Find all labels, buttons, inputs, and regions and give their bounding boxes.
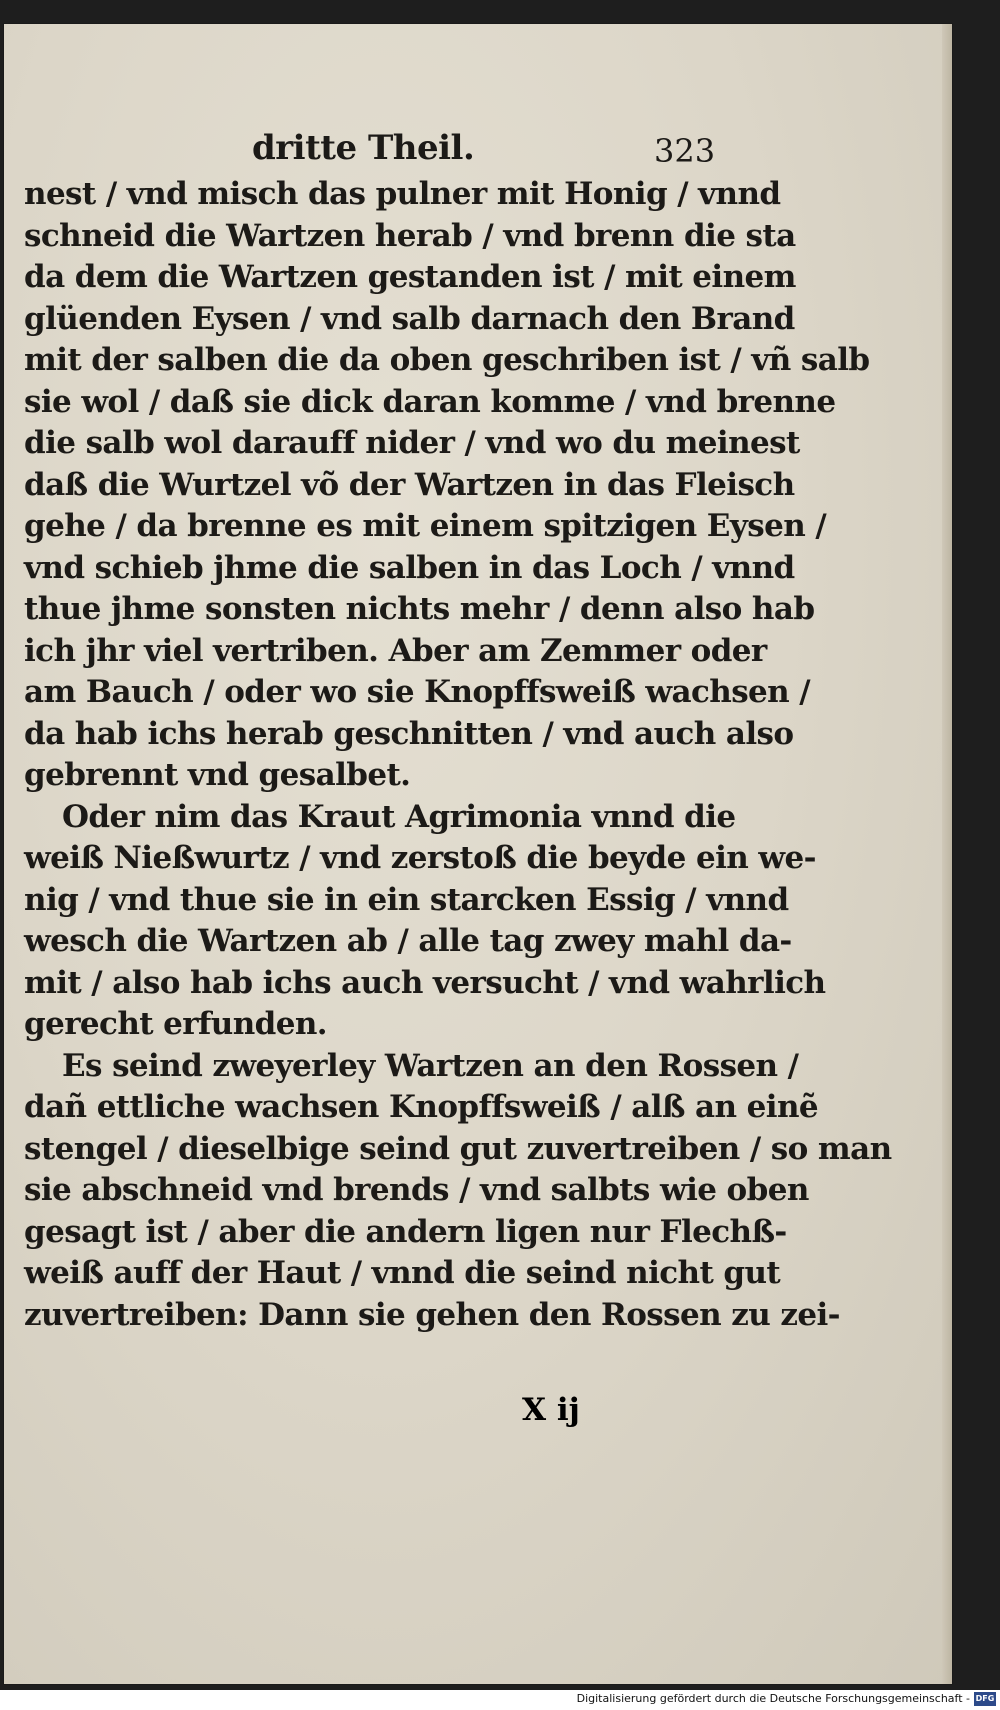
text-line: zuvertreiben: Dann sie gehen den Rossen zu zei- (24, 1296, 840, 1333)
footer-bar (0, 1690, 1000, 1710)
text-line: ich jhr viel vertriben. Aber am Zemmer oder (24, 632, 767, 669)
text-line: daß die Wurtzel võ der Wartzen in das Fleisch (24, 466, 795, 503)
body-text (24, 174, 892, 1336)
signature-mark: X ij (522, 1392, 580, 1428)
text-line: am Bauch / oder wo sie Knopffsweiß wachsen / (24, 674, 811, 710)
text-line: gebrennt vnd gesalbet. (24, 757, 411, 793)
text-line: stengel / dieselbige seind gut zuvertreiben / so man (24, 1130, 892, 1167)
text-line: thue jhme sonsten nichts mehr / denn also hab (24, 591, 815, 627)
text-line: glüenden Eysen / vnd salb darnach den Brand (24, 300, 795, 337)
text-line: Es seind zweyerley Wartzen an den Rossen / (62, 1047, 799, 1084)
text-line: sie wol / daß sie dick daran komme / vnd brenne (24, 383, 836, 420)
text-line: Oder nim das Kraut Agrimonia vnnd die (62, 798, 736, 835)
text-line: gesagt ist / aber die andern ligen nur Flechß- (24, 1213, 787, 1250)
text-line: nig / vnd thue sie in ein starcken Essig / vnnd (24, 881, 789, 918)
text-line: dañ ettliche wachsen Knopffsweiß / alß an einẽ (24, 1089, 819, 1125)
dfg-logo: DFG (974, 1692, 996, 1706)
page-number: 323 (654, 132, 716, 170)
text-line: vnd schieb jhme die salben in das Loch / vnnd (24, 549, 795, 586)
text-line: gehe / da brenne es mit einem spitzigen Eysen / (24, 508, 827, 544)
text-line: sie abschneid vnd brends / vnd salbts wie oben (24, 1172, 809, 1208)
text-block (24, 108, 892, 1336)
text-line: wesch die Wartzen ab / alle tag zwey mahl da- (24, 923, 792, 959)
running-head (24, 108, 714, 174)
text-line: mit / also hab ichs auch versucht / vnd wahrlich (24, 964, 826, 1001)
running-title: dritte Theil. (252, 128, 475, 168)
text-line: weiß Nießwurtz / vnd zerstoß die beyde ein we- (24, 840, 816, 876)
page-edge (942, 24, 952, 1684)
book-page (4, 24, 952, 1684)
text-line: gerecht erfunden. (24, 1006, 327, 1042)
footer-credit: Digitalisierung gefördert durch die Deutsche Forschungsgemeinschaft - (576, 1692, 970, 1705)
text-line: nest / vnd misch das pulner mit Honig / vnnd (24, 176, 781, 212)
text-line: da hab ichs herab geschnitten / vnd auch also (24, 715, 794, 752)
text-line: die salb wol darauff nider / vnd wo du meinest (24, 425, 800, 461)
text-line: da dem die Wartzen gestanden ist / mit einem (24, 259, 796, 295)
text-line: weiß auff der Haut / vnnd die seind nicht gut (24, 1255, 781, 1291)
text-line: schneid die Wartzen herab / vnd brenn die sta (24, 217, 796, 254)
text-line: mit der salben die da oben geschriben ist / vñ salb (24, 342, 870, 378)
